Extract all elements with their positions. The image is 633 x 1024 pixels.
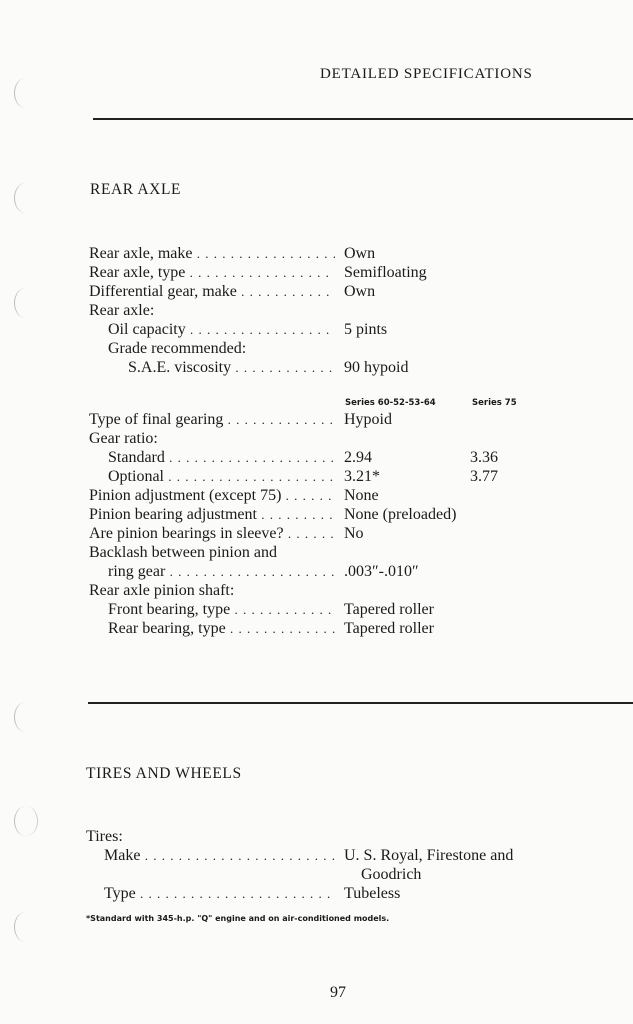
section-title-tires: TIRES AND WHEELS [86, 765, 242, 782]
page-number: 97 [330, 984, 346, 1001]
spec-value: .003″-.010″ [344, 563, 419, 580]
spec-label: Rear axle, make . . . [89, 244, 335, 263]
header-rule [93, 118, 633, 120]
spec-label: Pinion bearing adjustment . . . [89, 505, 335, 524]
spec-row [0, 505, 633, 524]
spec-row [0, 429, 633, 448]
page-header: DETAILED SPECIFICATIONS [320, 66, 533, 82]
spec-row [0, 846, 633, 865]
spec-row [0, 619, 633, 638]
spec-row [0, 581, 633, 600]
spec-label: Make . . . [104, 846, 335, 865]
spec-label: Grade recommended: [108, 340, 247, 357]
spec-value: Tapered roller [344, 601, 434, 618]
spec-label: Rear axle, type . . . [89, 263, 335, 282]
binder-hole [14, 183, 37, 213]
spec-row [0, 865, 633, 884]
spec-row [0, 339, 633, 358]
spec-label: Backlash between pinion and [89, 544, 277, 561]
spec-row [0, 320, 633, 339]
spec-row [0, 448, 633, 467]
binder-hole [14, 912, 37, 942]
spec-row [0, 358, 633, 377]
spec-value: Goodrich [361, 866, 422, 883]
spec-label: Type of final gearing . . . [89, 410, 335, 429]
spec-row [0, 282, 633, 301]
spec-label: Rear axle: [89, 302, 155, 319]
binder-hole [14, 702, 37, 732]
spec-row [0, 827, 633, 846]
spec-value: Own [344, 283, 376, 300]
spec-label: S.A.E. viscosity . . . [128, 358, 335, 377]
spec-value: Own [344, 245, 376, 262]
footnote: *Standard with 345-h.p. "Q" engine and on air-conditioned models. [86, 914, 390, 923]
spec-label: Are pinion bearings in sleeve? . . . [89, 524, 335, 543]
spec-label: Rear axle pinion shaft: [89, 582, 235, 599]
spec-value: 2.94 [344, 449, 372, 466]
spec-row [0, 884, 633, 903]
spec-value: None (preloaded) [344, 506, 457, 523]
spec-row [0, 263, 633, 282]
spec-label: Differential gear, make . . . [89, 282, 335, 301]
spec-row [0, 301, 633, 320]
spec-row [0, 600, 633, 619]
spec-row [0, 486, 633, 505]
series-header: Series 60-52-53-64 [345, 398, 436, 408]
spec-value: 90 hypoid [344, 359, 409, 376]
binder-hole [14, 78, 37, 108]
spec-value: No [344, 525, 364, 542]
spec-row [0, 467, 633, 486]
spec-row [0, 562, 633, 581]
spec-label: Rear bearing, type . . . [108, 619, 335, 638]
spec-label: Gear ratio: [89, 430, 158, 447]
spec-value: 5 pints [344, 321, 388, 338]
spec-row [0, 524, 633, 543]
spec-value: None [344, 487, 379, 504]
section-title-rear-axle: REAR AXLE [90, 181, 182, 198]
spec-label: Front bearing, type . . . [108, 600, 335, 619]
spec-label: Type . . . [104, 884, 335, 903]
spec-value: 3.21* [344, 468, 380, 485]
series-header: Series 75 [472, 398, 517, 408]
spec-value: U. S. Royal, Firestone and [344, 847, 514, 864]
spec-value: Tapered roller [344, 620, 434, 637]
spec-value-series-75: 3.36 [470, 449, 498, 466]
spec-label: Optional . . . [108, 467, 335, 486]
spec-label: Standard . . . [108, 448, 335, 467]
spec-row [0, 244, 633, 263]
spec-value: Semifloating [344, 264, 427, 281]
spec-label: Pinion adjustment (except 75) . . . [89, 486, 335, 505]
spec-label: Oil capacity . . . [108, 320, 335, 339]
spec-row [0, 543, 633, 562]
spec-label: ring gear . . . [108, 562, 335, 581]
spec-value-series-75: 3.77 [470, 468, 498, 485]
spec-value: Tubeless [344, 885, 401, 902]
section-rule [88, 702, 633, 704]
spec-value: Hypoid [344, 411, 392, 428]
spec-label: Tires: [86, 828, 123, 845]
spec-row [0, 410, 633, 429]
